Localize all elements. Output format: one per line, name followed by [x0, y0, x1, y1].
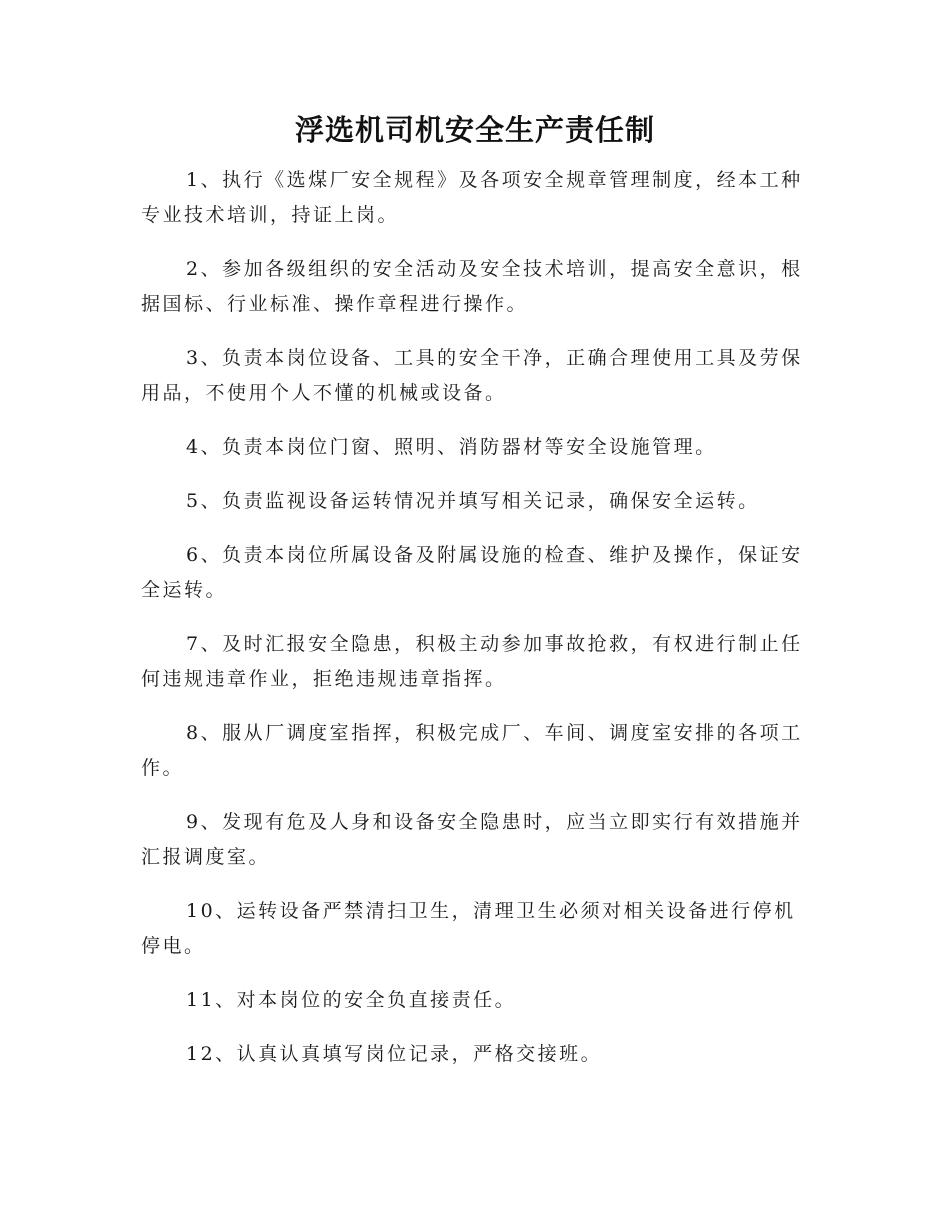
- document-body: [141, 163, 807, 1091]
- paragraph-5: 5、负责监视设备运转情况并填写相关记录，确保安全运转。: [186, 490, 760, 512]
- paragraph-9: 9、发现有危及人身和设备安全隐患时，应当立即实行有效措施并汇报调度室。: [141, 811, 803, 868]
- paragraph-11: 11、对本岗位的安全负直接责任。: [186, 989, 517, 1011]
- paragraph-6: 6、负责本岗位所属设备及附属设施的检查、维护及操作，保证安全运转。: [141, 544, 803, 601]
- paragraph-4: 4、负责本岗位门窗、照明、消防器材等安全设施管理。: [186, 436, 717, 458]
- paragraph-3: 3、负责本岗位设备、工具的安全干净，正确合理使用工具及劳保用品，不使用个人不懂的机械或设备。: [141, 347, 803, 404]
- paragraph-1: 1、执行《选煤厂安全规程》及各项安全规章管理制度，经本工种专业技术培训，持证上岗。: [141, 169, 803, 226]
- paragraph-8: 8、服从厂调度室指挥，积极完成厂、车间、调度室安排的各项工作。: [141, 722, 803, 779]
- paragraph-7: 7、及时汇报安全隐患，积极主动参加事故抢救，有权进行制止任何违规违章作业，拒绝违规违章指挥。: [141, 633, 803, 690]
- paragraph-10: 10、运转设备严禁清扫卫生，清理卫生必须对相关设备进行停机停电。: [141, 900, 796, 957]
- paragraph-2: 2、参加各级组织的安全活动及安全技术培训，提高安全意识，根据国标、行业标准、操作章程进行操作。: [141, 258, 803, 315]
- paragraph-12: 12、认真认真填写岗位记录，严格交接班。: [186, 1043, 603, 1065]
- document-title: 浮选机司机安全生产责任制: [294, 113, 655, 147]
